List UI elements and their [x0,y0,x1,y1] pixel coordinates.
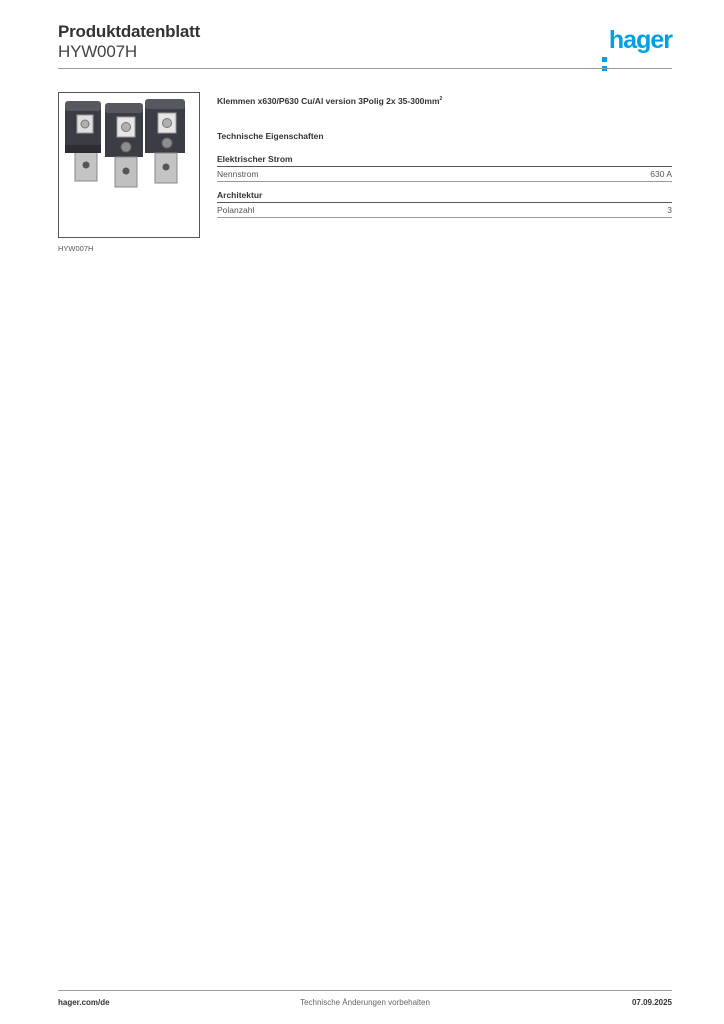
footer-divider [58,990,672,991]
hager-logo [602,26,672,55]
terminal-block-icon [59,93,199,237]
spec-label: Nennstrom [217,169,259,179]
footer-date: 07.09.2025 [631,998,672,1007]
spec-value: 630 A [650,169,672,179]
spec-group-title: Architektur [217,190,672,203]
document-title: Produktdatenblatt [58,22,201,41]
footer-website: hager.com/de [58,998,110,1007]
product-code: HYW007H [58,42,137,61]
logo-text: hager [608,26,672,54]
spec-group-electrical [217,154,672,182]
superscript: 2 [439,96,443,103]
product-details [217,92,672,218]
spec-label: Polanzahl [217,205,255,215]
footer-notice: Technische Änderungen vorbehalten [300,998,430,1007]
spec-row [217,203,672,218]
specs-heading: Technische Eigenschaften [217,131,324,141]
spec-value: 3 [667,205,672,215]
image-caption: HYW007H [58,244,94,253]
spec-row [217,167,672,182]
spec-group-architecture [217,190,672,218]
page-header [58,20,672,70]
product-image [58,92,200,238]
product-title: Klemmen x630/P630 Cu/Al version 3Polig 2x $35-300mm^2$ [217,96,443,106]
header-divider [58,68,672,69]
spec-group-title: Elektrischer Strom [217,154,672,167]
